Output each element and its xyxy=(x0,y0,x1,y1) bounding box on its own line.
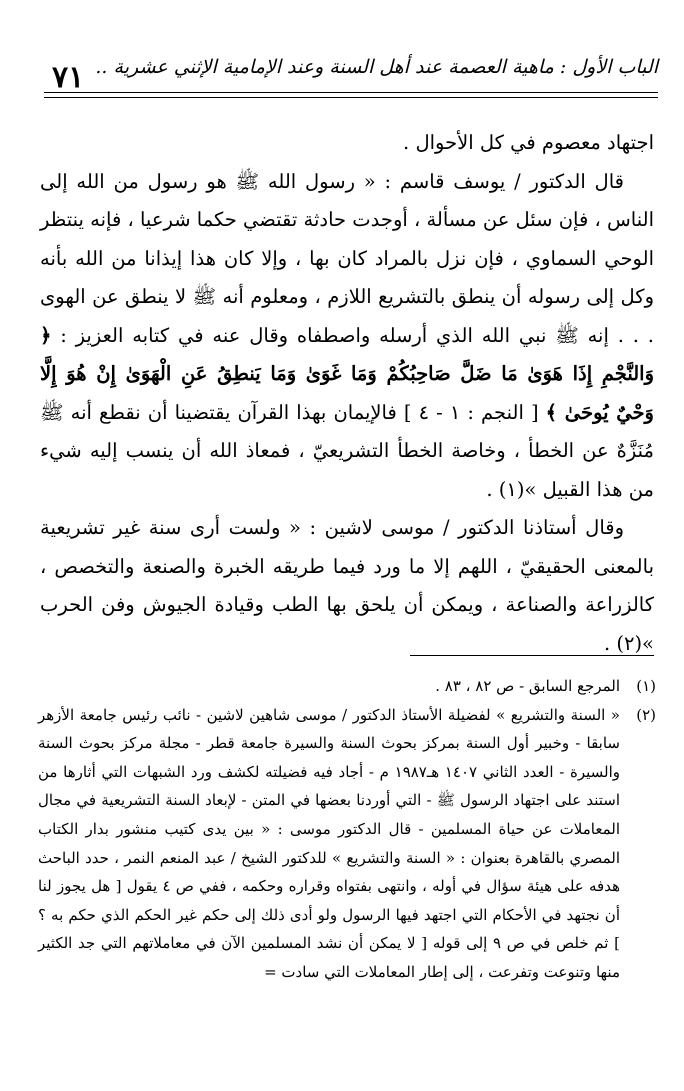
quote-intro: قال الدكتور / يوسف قاسم : « رسول الله ﷺ هو رسول من الله إلى الناس ، فإن سئل عن مسألة ، أوجدت حادثة تقتضي حكما شرعيا ، فإنه ينتظر الوحي السماوي ، فإن نزل بالمراد كان بها ، وإلا كان هذا إيذانا من الله بأنه وكل إلى رسوله أن ينطق بالتشريع اللازم ، ومعلوم أنه ﷺ لا ينطق عن الهوى . . . إنه ﷺ نبي الله الذي أرسله واصطفاه وقال عنه في كتابه العزيز : xyxy=(40,169,654,347)
paragraph-1: اجتهاد معصوم في كل الأحوال . xyxy=(403,131,654,154)
main-text xyxy=(40,124,654,663)
quran-verse: ﴿ وَالنَّجْمِ إِذَا هَوَىٰ مَا ضَلَّ صَاحِبُكُمْ وَمَا غَوَىٰ وَمَا يَنطِقُ عَنِ الْهَوَىٰ إِنْ هُوَ إِلَّا وَحْيٌ يُوحَىٰ ﴾ xyxy=(40,323,654,424)
footnote-number: (١) xyxy=(636,677,656,695)
paragraph-2 xyxy=(40,163,654,510)
footnote-separator xyxy=(410,655,654,656)
paragraph-3: وقال أستاذنا الدكتور / موسى لاشين : « ولست أرى سنة غير تشريعية بالمعنى الحقيقيّ ، اللهم إلا ما ورد فيما طريقه الخبرة والصنعة والتخصص ، كالزراعة والصناعة ، ويمكن أن يلحق بها الطب وقيادة الجيوش وفن الحرب »(٢) . xyxy=(40,516,654,655)
footnote-text: « السنة والتشريع » لفضيلة الأستاذ الدكتور / موسى شاهين لاشين - نائب رئيس جامعة الأزهر سابقا - وخبير أول السنة بمركز بحوث السنة والسيرة جامعة قطر - مجلة مركز بحوث السنة والسيرة - العدد الثاني ١٤٠٧ هـ١٩٨٧ م - أجاد فيه فضيلته لكشف ورد الشبهات التي أثارها من استند على اجتهاد الرسول ﷺ - التي أوردنا بعضها في المتن - لإبعاد السنة التشريعية في مجال المعاملات عن حياة المسلمين - قال الدكتور موسى : « بين يدى كتيب منشور بدار الكتاب المصري بالقاهرة بعنوان : « السنة والتشريع » للدكتور الشيخ / عبد المنعم النمر ، حدد الباحث هدفه على هيئة سؤال في أوله ، وانتهى بفتواه وقراره وحكمه ، ففي ص ٤ يقول [ هل يجوز لنا أن نجتهد في الأحكام التي اجتهد فيها الرسول ولو أدى ذلك إلى حكم غير الحكم الذي حكم به ؟ ] ثم خلص في ص ٩ إلى قوله [ لا يمكن أن نشد المسلمين الآن في معاملاتهم التي جد الكثير منها وتنوعت وتفرعت ، إلى إطار المعاملات التي سادت = xyxy=(38,705,621,981)
header-rule-thin xyxy=(44,97,658,98)
footnote-number: (٢) xyxy=(636,705,656,724)
page-header xyxy=(44,50,658,102)
footnote-text: المرجع السابق - ص ٨٢ ، ٨٣ . xyxy=(435,677,620,695)
running-title: الباب الأول : ماهية العصمة عند أهل السنة وعند الإمامية الإثني عشرية .. xyxy=(95,56,658,78)
footnotes xyxy=(38,672,656,987)
footnote-2 xyxy=(38,701,656,987)
page-number: ٧١ xyxy=(52,60,85,95)
footnote-1 xyxy=(38,672,656,701)
quote-rest: [ النجم : ١ - ٤ ] فالإيمان بهذا القرآن يقتضينا أن نقطع أنه ﷺ مُنَزَّهٌ عن الخطأ ، وخاصة الخطأ التشريعيّ ، فمعاذ الله أن ينسب إليه شيء من هذا القبيل »(١) . xyxy=(40,400,654,501)
header-rule xyxy=(44,92,658,93)
